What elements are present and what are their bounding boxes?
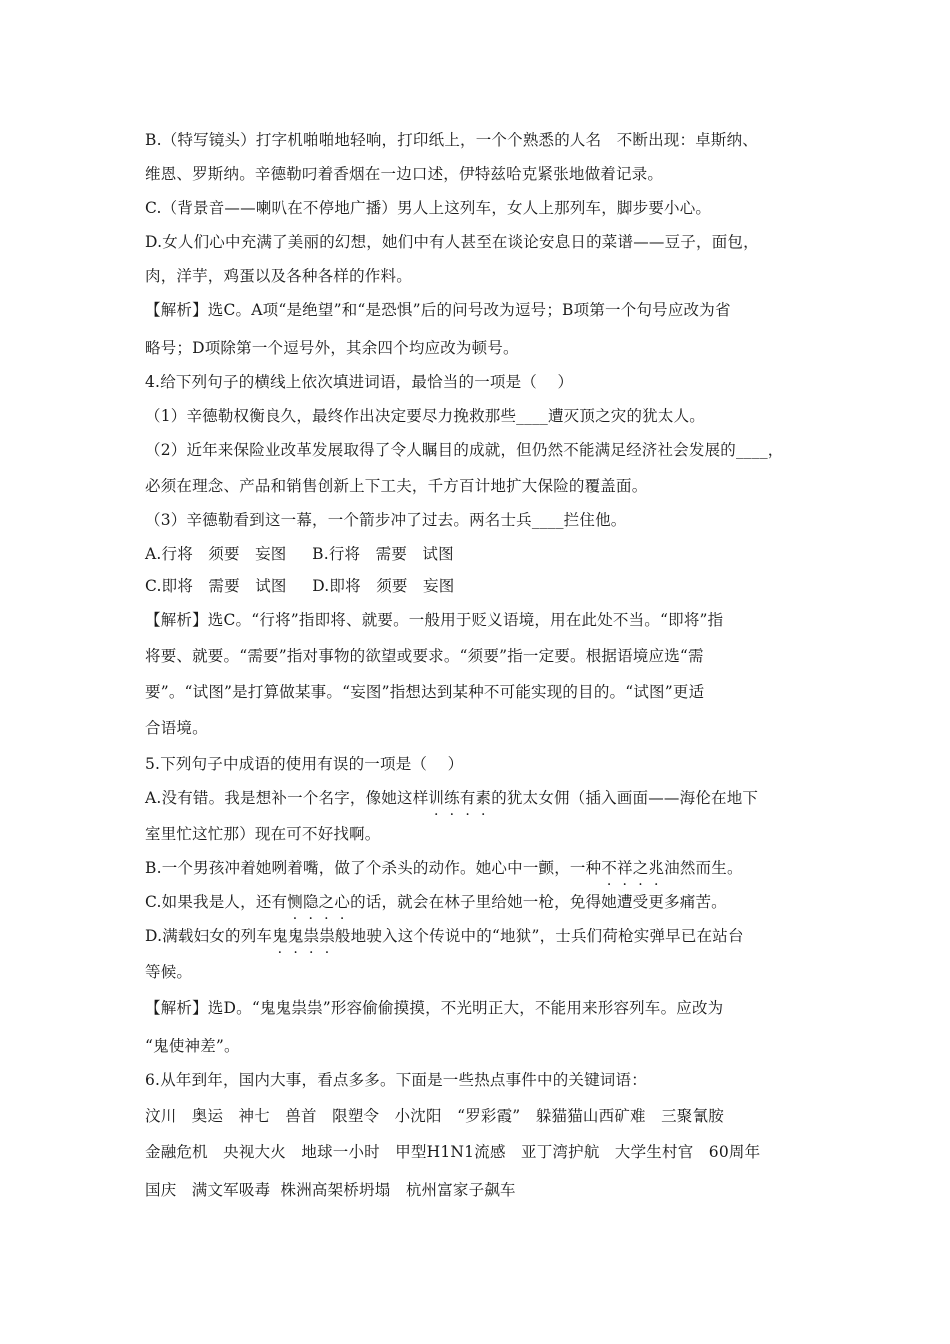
emphasis-dot-char: 祟 [319,927,335,945]
question-4-sentence-2-line-2: 必须在理念、产品和销售创新上下工夫，千方百计地扩大保险的覆盖面。 [145,477,648,495]
analysis-4-line-1: 【解析】选C。“行将”指即将、就要。一般用于贬义语境，用在此处不当。“即将”指 [145,611,724,629]
question-5-option-d-line-2: 等候。 [145,963,193,981]
analysis-4-line-4: 合语境。 [145,719,208,737]
analysis-4-line-2: 将要、就要。“需要”指对事物的欲望或要求。“须要”指一定要。根据语境应选“需 [145,647,704,665]
emphasis-dot-char: 有 [459,789,476,807]
question-5-stem: 5.下列句子中成语的使用有误的一项是（ ） [145,755,464,773]
emphasis-dot-char: 练 [444,789,460,807]
emphasis-dot-char: 心 [334,893,351,911]
question-6-stem: 6.从年到年，国内大事，看点多多。下面是一些热点事件中的关键词语： [145,1071,647,1089]
emphasis-dot-char: 鬼 [287,927,304,945]
option-c-line: C.（背景音——喇叭在不停地广播）男人上这列车，女人上那列车，脚步要小心。 [145,199,712,217]
question-4-sentence-2-line-1: （2）近年来保险业改革发展取得了令人瞩目的成就，但仍然不能满足经济社会发展的____， [145,441,784,459]
emphasis-dot-char: 祟 [303,927,320,945]
analysis-5-line-1: 【解析】选D。“鬼鬼祟祟”形容偷偷摸摸，不光明正大，不能用来形容列车。应改为 [145,999,724,1017]
question-4-stem: 4.给下列句子的横线上依次填进词语，最恰当的一项是（ ） [145,373,574,391]
emphasis-dot-char: 不 [601,859,618,877]
emphasis-dot-char: 素 [475,789,492,807]
question-5-option-c: C.如果我是人，还有恻隐之心的话，就会在林子里给她一枪，免得她遭受更多痛苦。 [145,893,727,911]
emphasis-dot-char: 训 [428,789,445,807]
question-5-option-d-line-1: D.满载妇女的列车鬼鬼祟祟般地驶入这个传说中的“地狱”，士兵们荷枪实弹早已在站台 [145,927,744,945]
option-b-line-1: B.（特写镜头）打字机啪啪地轻响，打印纸上，一个个熟悉的人名 不断出现：卓斯纳、 [145,131,759,149]
question-4-sentence-3: （3）辛德勒看到这一幕，一个箭步冲了过去。两名士兵____拦住他。 [145,511,627,529]
emphasis-dot-char: 之 [318,893,335,911]
emphasized-idiom-c [287,893,350,911]
question-5-option-a-line-1: A.没有错。我是想补一个名字，像她这样训练有素的犹太女佣（插入画面——海伦在地下 [145,789,759,807]
analysis-4-line-3: 要”。“试图”是打算做某事。“妄图”指想达到某种不可能实现的目的。“试图”更适 [145,683,705,701]
emphasis-dot-char: 隐 [302,893,319,911]
analysis-3-line-2: 略号；D项除第一个逗号外，其余四个均应改为顿号。 [145,339,519,357]
analysis-3-line-1: 【解析】选C。A项“是绝望”和“是恐惧”后的问号改为逗号；B项第一个句号应改为省 [145,301,731,319]
question-4-options-ab: A.行将 须要 妄图 B.行将 需要 试图 [145,545,454,563]
emphasis-dot-char: 恻 [287,893,303,911]
keywords-line-3: 国庆 满文军吸毒 株洲高架桥坍塌 杭州富家子飙车 [145,1181,516,1199]
question-4-sentence-1: （1）辛德勒权衡良久，最终作出决定要尽力挽救那些____遭灭顶之灾的犹太人。 [145,407,705,425]
emphasis-dot-char: 鬼 [272,927,288,945]
emphasized-idiom-d [272,927,335,945]
option-b-line-2: 维恩、罗斯纳。辛德勒叼着香烟在一边口述，伊特兹哈克紧张地做着记录。 [145,165,664,183]
option-d-line-2: 肉，洋芋，鸡蛋以及各种各样的作料。 [145,267,412,285]
emphasis-dot-char: 兆 [648,859,665,877]
analysis-5-line-2: “鬼使神差”。 [145,1037,240,1055]
emphasis-dot-char: 祥 [617,859,633,877]
emphasized-idiom-a [428,789,491,807]
keywords-line-2: 金融危机 央视大火 地球一小时 甲型H1N1流感 亚丁湾护航 大学生村官 60周年 [145,1143,761,1161]
keywords-line-1: 汶川 奥运 神七 兽首 限塑令 小沈阳 “罗彩霞” 躲猫猫山西矿难 三聚氰胺 [145,1107,724,1125]
emphasized-idiom-b [601,859,664,877]
question-5-option-b: B.一个男孩冲着她咧着嘴，做了个杀头的动作。她心中一颤，一种不祥之兆油然而生。 [145,859,743,877]
question-4-options-cd: C.即将 需要 试图 D.即将 须要 妄图 [145,577,455,595]
emphasis-dot-char: 之 [632,859,649,877]
question-5-option-a-line-2: 室里忙这忙那）现在可不好找啊。 [145,825,381,843]
option-d-line-1: D.女人们心中充满了美丽的幻想，她们中有人甚至在谈论安息日的菜谱——豆子，面包， [145,233,759,251]
